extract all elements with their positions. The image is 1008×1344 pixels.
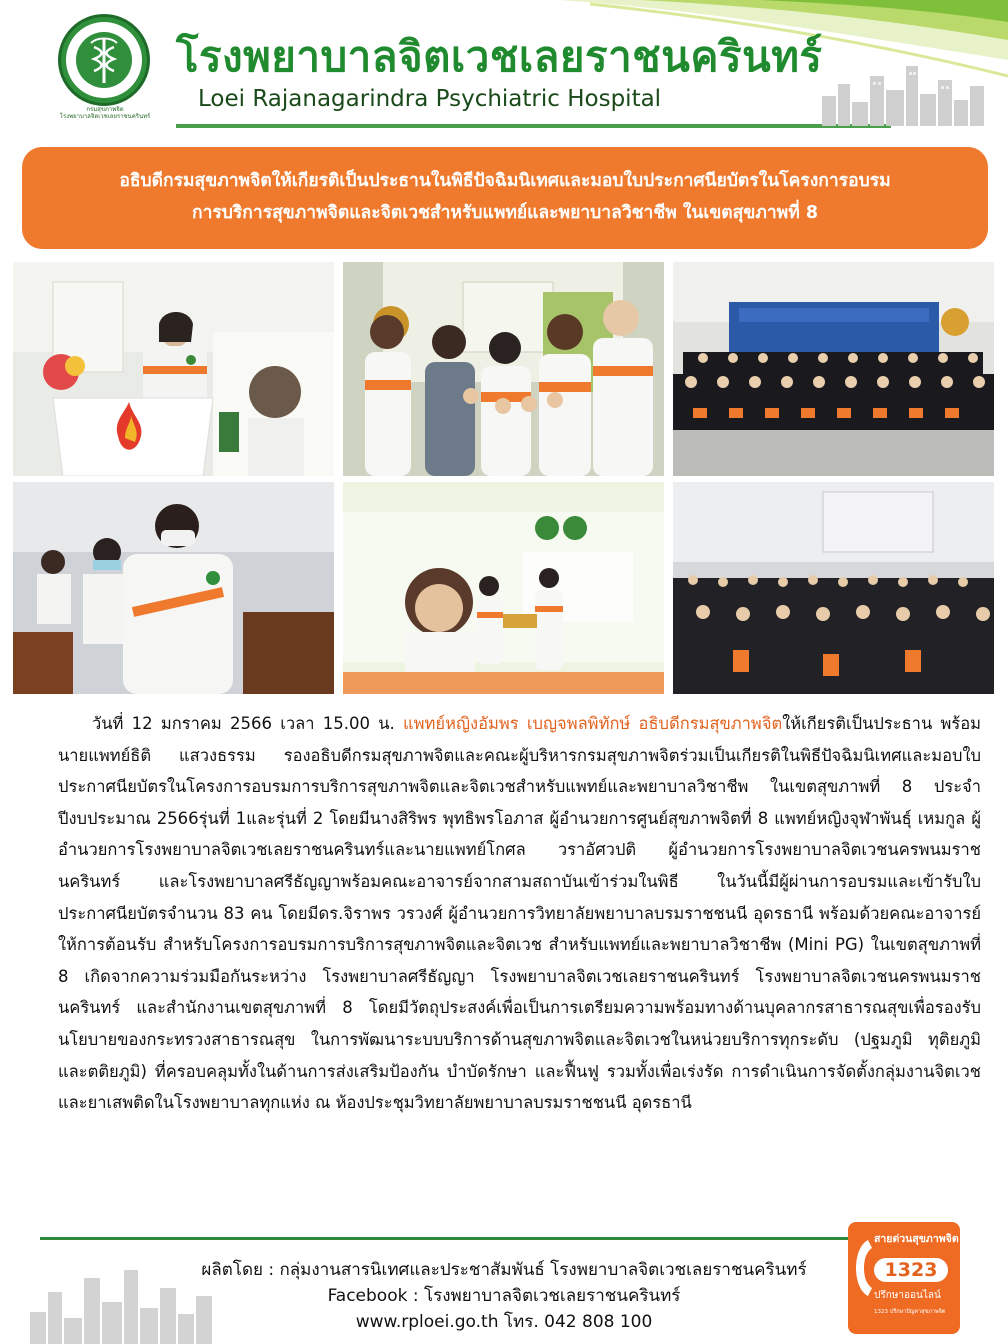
article-date: วันที่ 12 มกราคม 2566 เวลา 15.00 น. bbox=[92, 714, 404, 733]
city-skyline-icon bbox=[818, 56, 988, 126]
article-body bbox=[58, 708, 981, 1119]
article-highlight: แพทย์หญิงอัมพร เบญจพลพิทักษ์ อธิบดีกรมสุขภาพจิต bbox=[403, 714, 783, 733]
header-divider bbox=[176, 124, 891, 128]
photo-speaker-podium bbox=[13, 262, 334, 476]
hotline-number: 1323 bbox=[874, 1258, 948, 1282]
hotline-facebook: 1323 ปรึกษาปัญหาสุขภาพจิต bbox=[874, 1309, 946, 1315]
logo-caption-line-2: โรงพยาบาลจิตเวชเลยราชนครินทร์ bbox=[59, 113, 151, 120]
article-text: ให้เกียรติเป็นประธาน พร้อมนายแพทย์ธิติ แสวงธรรม รองอธิบดีกรมสุขภาพจิตและคณะผู้บริหารกรมสุขภาพจิตร่วมเป็นเกียรติในพิธีปัจฉิมนิเทศและมอบใบประกาศนียบัตรในโครงการอบรมการบริการสุขภาพจิตและจิตเวชสำหรับแพทย์และพยาบาลวิชาชีพ ในเขตสุขภาพที่ 8 ประจำปีงบประมาณ 2566รุ่นที่ 1และรุ่นที่ 2 โดยมีนางสิริพร พุทธิพรโอภาส ผู้อำนวยการศูนย์สุขภาพจิตที่ 8 แพทย์หญิงจุฬาพันธุ์ เหมกูล ผู้อำนวยการโรงพยาบาลจิตเวชเลยราชนครินทร์และนายแพทย์โกศล วราอัศวปติ ผู้อำนวยการโรงพยาบาลจิตเวชนครพนมราชนครินทร์ และโรงพยาบาลศรีธัญญาพร้อมคณะอาจารย์จากสามสถาบันเข้าร่วมในพิธี ในวันนี้มีผู้ผ่านการอบรมและเข้ารับใบประกาศนียบัตรจำนวน 83 คน โดยมีดร.จิราพร วรวงศ์ ผู้อำนวยการวิทยาลัยพยาบาลบรมราชชนนี อุดรธานี พร้อมด้วยคณะอาจารย์ให้การต้อนรับ สำหรับโครงการอบรมการบริการสุขภาพจิตและจิตเวช สำหรับแพทย์และพยาบาลวิชาชีพ (Mini PG) ในเขตสุขภาพที่ 8 เกิดจากความร่วมมือกันระหว่าง โรงพยาบาลศรีธัญญา โรงพยาบาลจิตเวชเลยราชนครินทร์ โรงพยาบาลจิตเวชนครพนมราชนครินทร์ และสำนักงานเขตสุขภาพที่ 8 โดยมีวัตถุประสงค์เพื่อเป็นการเตรียมความพร้อมทางด้านบุคลากรสาธารณสุขเพื่อรองรับนโยบายของกระทรวงสาธารณสุข ในการพัฒนาระบบบริการด้านสุขภาพจิตและจิตเวชในหน่วยบริการทุกระดับ (ปฐมภูมิ ทุติยภูมิ และตติยภูมิ) ที่ครอบคลุมทั้งในด้านการส่งเสริมป้องกัน บำบัดรักษา และฟื้นฟู รวมทั้งเพื่อเร่งรัด การดำเนินการจัดตั้งกลุ่มงานจิตเวชและยาเสพติดในโรงพยาบาลทุกแห่ง ณ ห้องประชุมวิทยาลัยพยาบาลบรมราชชนนี อุดรธานี bbox=[58, 714, 981, 1113]
footer-facebook[interactable]: Facebook : โรงพยาบาลจิตเวชเลยราชนครินทร์ bbox=[327, 1286, 681, 1306]
photo-graduates-group bbox=[673, 262, 994, 476]
logo-caption-line-1: กรมสุขภาพจิต bbox=[86, 106, 124, 113]
logo-caption bbox=[50, 106, 160, 120]
photo-audience-seated bbox=[13, 482, 334, 694]
article-paragraph bbox=[58, 708, 981, 1119]
footer-produced-by: ผลิตโดย : กลุ่มงานสารนิเทศและประชาสัมพันธ์ โรงพยาบาลจิตเวชเลยราชนครินทร์ bbox=[201, 1260, 807, 1280]
headline-line-2: การบริการสุขภาพจิตและจิตเวชสำหรับแพทย์และพยาบาลวิชาชีพ ในเขตสุขภาพที่ 8 bbox=[191, 203, 819, 223]
photo-hall-audience bbox=[673, 482, 994, 694]
headline-banner bbox=[22, 147, 988, 249]
photo-certificate-handover bbox=[343, 482, 664, 694]
ministry-logo bbox=[58, 14, 150, 106]
phone-icon bbox=[854, 1238, 874, 1298]
hotline-subtitle: ปรึกษาออนไลน์ bbox=[874, 1290, 941, 1301]
footer-website[interactable]: www.rploei.go.th โทร. 042 808 100 bbox=[355, 1312, 653, 1332]
hotline-title: สายด่วนสุขภาพจิต bbox=[874, 1233, 959, 1245]
hospital-title-thai: โรงพยาบาลจิตเวชเลยราชนครินทร์ bbox=[176, 32, 823, 81]
photo-group-thumbs-up bbox=[343, 262, 664, 476]
headline-line-1: อธิบดีกรมสุขภาพจิตให้เกียรติเป็นประธานในพิธีปัจฉิมนิเทศและมอบใบประกาศนียบัตรในโครงการอบรม bbox=[119, 171, 891, 191]
hospital-title-english: Loei Rajanagarindra Psychiatric Hospital bbox=[198, 86, 662, 112]
footer-divider bbox=[40, 1237, 900, 1240]
hotline-badge[interactable] bbox=[848, 1222, 960, 1334]
